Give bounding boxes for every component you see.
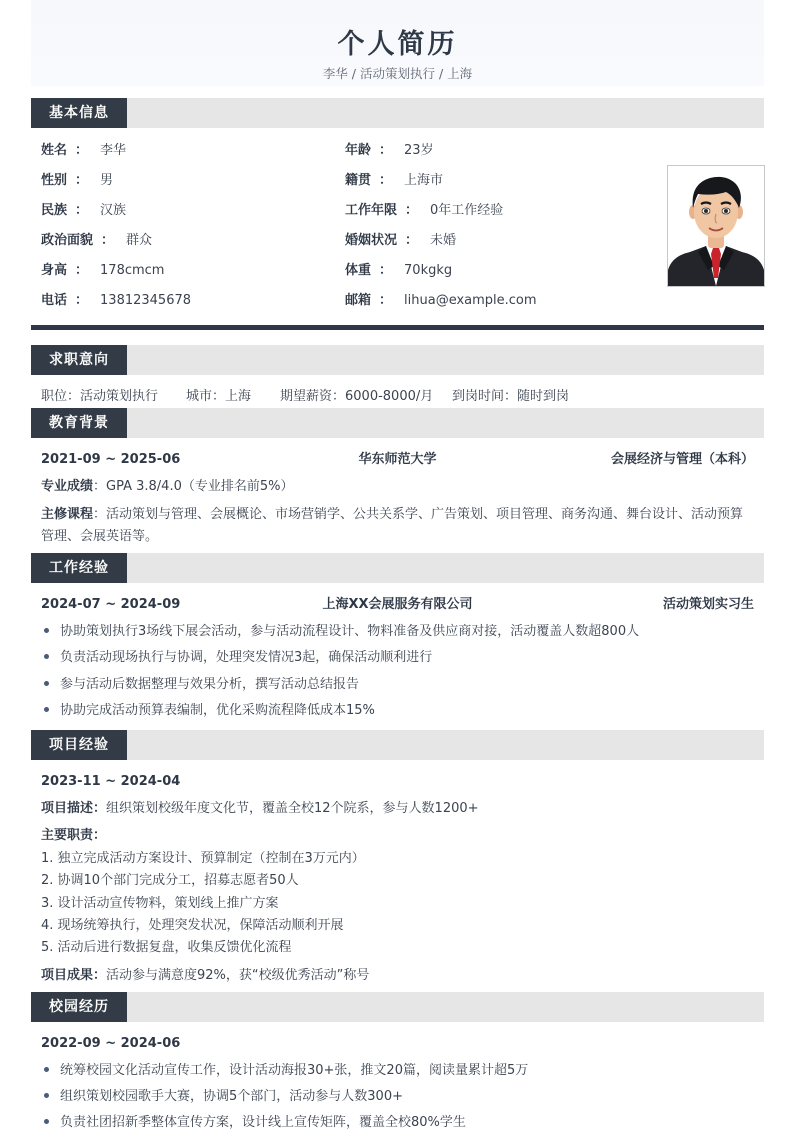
section-job-intent [31,345,764,375]
campus-bullet-text: 统筹校园文化活动宣传工作，设计活动海报30+张，推文20篇，阅读量累计超5万 [60,1063,529,1078]
resume-header [31,0,764,86]
list-item [41,1088,403,1106]
bullet-dot-icon [44,681,49,686]
field-weight [345,262,452,280]
intent-position: 职位：活动策划执行 [41,389,159,404]
field-gender-value: 男 [100,173,114,188]
project-description [41,800,479,818]
bullet-dot-icon [44,707,49,712]
education-courses [41,504,754,548]
field-age [345,142,434,160]
intent-city: 城市：上海 [186,389,252,404]
campus-period: 2022-09 ~ 2024-06 [41,1036,181,1051]
campus-bullet-text: 负责社团招新季整体宣传方案，设计线上宣传矩阵，覆盖全校80%学生 [60,1115,466,1130]
avatar [667,165,765,287]
colon: ： [405,203,419,218]
colon: ： [75,173,89,188]
list-item [41,649,432,667]
bullet-dot-icon [44,1093,49,1098]
bullet-dot-icon [44,628,49,633]
section-education [31,408,764,438]
list-item [41,623,639,641]
list-item: 3. 设计活动宣传物料，策划线上推广方案 [41,896,279,911]
work-bullet-text: 负责活动现场执行与协调，处理突发情况3起，确保活动顺利进行 [60,650,433,665]
field-years-value: 0年工作经验 [430,203,504,218]
field-political-label: 政治面貌 [41,233,94,248]
colon: ： [379,143,393,158]
work-period: 2024-07 ~ 2024-09 [41,597,181,612]
field-age-value: 23岁 [404,143,434,158]
section-campus-label: 校园经历 [31,992,127,1022]
work-role: 活动策划实习生 [662,597,754,612]
section-work-label: 工作经验 [31,553,127,583]
section-campus-experience [31,992,764,1022]
field-name [41,142,126,160]
education-score [41,478,293,496]
colon: ： [379,173,393,188]
field-phone [41,292,191,310]
colon: ： [75,143,89,158]
section-project-label: 项目经验 [31,730,127,760]
section-work-experience [31,553,764,583]
work-bullet-text: 参与活动后数据整理与效果分析，撰写活动总结报告 [60,677,360,692]
field-email-value: lihua@example.com [404,293,537,308]
field-name-value: 李华 [100,143,127,158]
section-education-label: 教育背景 [31,408,127,438]
colon: ： [101,233,115,248]
intent-salary: 期望薪资：6000-8000/月 [280,389,434,404]
colon: ： [405,233,419,248]
field-weight-value: 70kgkg [404,263,453,278]
colon: ： [379,263,393,278]
field-native-label: 籍贯 [345,173,372,188]
education-school: 华东师范大学 [358,452,437,467]
work-company: 上海XX会展服务有限公司 [322,597,473,612]
colon: ： [379,293,393,308]
field-height-label: 身高 [41,263,68,278]
bullet-dot-icon [44,1067,49,1072]
field-gender [41,172,113,190]
project-desc-value: 组织策划校级年度文化节，覆盖全校12个院系，参与人数1200+ [106,801,479,816]
work-row [41,596,754,614]
section-job-intent-label: 求职意向 [31,345,127,375]
list-item [41,1062,528,1080]
education-score-label: 专业成绩 [41,479,94,494]
education-row [41,451,754,469]
colon: ： [75,203,89,218]
bullet-dot-icon [44,654,49,659]
work-bullet-text: 协助完成活动预算表编制，优化采购流程降低成本15% [60,703,375,718]
field-gender-label: 性别 [41,173,68,188]
field-work-years [345,202,503,220]
field-phone-label: 电话 [41,293,68,308]
list-item: 1. 独立完成活动方案设计、预算制定（控制在3万元内） [41,851,365,866]
project-result-value: 活动参与满意度92%，获“校级优秀活动”称号 [106,968,370,983]
field-age-label: 年龄 [345,143,372,158]
field-native-value: 上海市 [404,173,444,188]
intent-arrival: 到岗时间：随时到岗 [452,389,570,404]
field-email [345,292,537,310]
education-score-value: ：GPA 3.8/4.0（专业排名前5%） [93,479,294,494]
field-ethnicity [41,202,126,220]
field-height [41,262,164,280]
field-phone-value: 13812345678 [100,293,192,308]
field-marital-value: 未婚 [430,233,457,248]
campus-bullet-text: 组织策划校园歌手大赛，协调5个部门，活动参与人数300+ [60,1089,403,1104]
field-marital-label: 婚姻状况 [345,233,398,248]
person-portrait-icon [668,166,764,286]
project-result-label: 项目成果： [41,968,107,983]
section-project-experience [31,730,764,760]
bullet-dot-icon [44,1119,49,1124]
work-bullet-text: 协助策划执行3场线下展会活动，参与活动流程设计、物料准备及供应商对接，活动覆盖人数超800人 [60,624,640,639]
field-years-label: 工作年限 [345,203,398,218]
project-result [41,967,369,985]
page-subtitle: 李华 / 活动策划执行 / 上海 [322,66,473,81]
list-item: 5. 活动后进行数据复盘，收集反馈优化流程 [41,940,292,955]
field-political [41,232,152,250]
page-title: 个人简历 [337,29,458,60]
list-item [41,1114,466,1132]
field-marital [345,232,456,250]
colon: ： [75,293,89,308]
colon: ： [75,263,89,278]
list-item: 4. 现场统筹执行，处理突发状况，保障活动顺利开展 [41,918,344,933]
field-ethnicity-value: 汉族 [100,203,127,218]
list-item: 2. 协调10个部门完成分工，招募志愿者50人 [41,873,299,888]
education-courses-label: 主修课程 [41,507,94,522]
list-item [41,676,359,694]
project-period: 2023-11 ~ 2024-04 [41,774,181,789]
field-email-label: 邮箱 [345,293,372,308]
project-duty-label: 主要职责： [41,828,107,843]
field-native-place [345,172,443,190]
field-weight-label: 体重 [345,263,372,278]
list-item [41,702,375,720]
education-major: 会展经济与管理（本科） [610,452,754,467]
field-name-label: 姓名 [41,143,68,158]
field-height-value: 178cmcm [100,263,165,278]
divider-line [31,325,764,330]
section-basic-info-label: 基本信息 [31,98,127,128]
project-desc-label: 项目描述： [41,801,107,816]
education-courses-value: ：活动策划与管理、会展概论、市场营销学、公共关系学、广告策划、项目管理、商务沟通、舞台设计、活动预算管理、会展英语等。 [41,507,744,544]
field-ethnicity-label: 民族 [41,203,68,218]
field-political-value: 群众 [126,233,153,248]
section-basic-info [31,98,764,128]
education-period: 2021-09 ~ 2025-06 [41,452,181,467]
